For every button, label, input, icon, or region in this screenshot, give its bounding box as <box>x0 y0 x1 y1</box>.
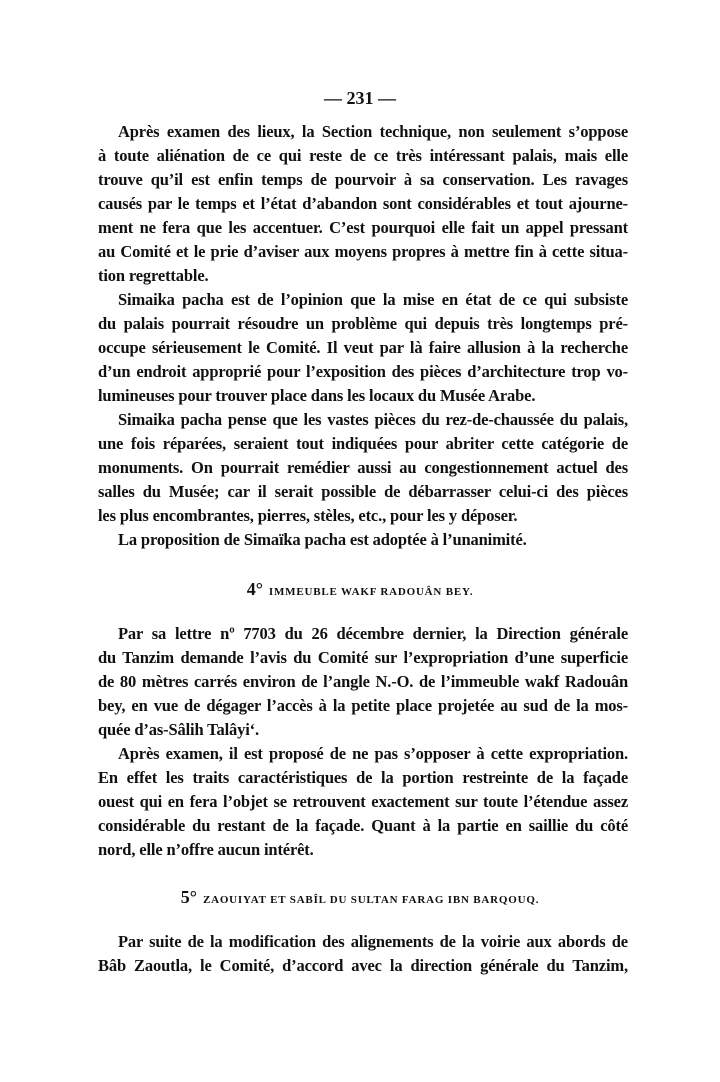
text-line: les plus encombrantes, pierres, stèles, etc., pour les y déposer. <box>98 506 518 525</box>
text-line: Simaika pacha pense que les vastes pièces du rez-de-chaussée du palais, <box>118 410 628 429</box>
text-line: trouve qu’il est enfin temps de pourvoir à sa conservation. Les ravages <box>98 170 628 189</box>
text-line: Simaika pacha est de l’opinion que la mise en état de ce qui subsiste <box>118 290 628 309</box>
text-block-2 <box>98 622 628 862</box>
text-line: une fois réparées, seraient tout indiquées pour abriter cette catégorie de <box>98 434 628 453</box>
text-line: ouest qui en fera l’objet se retrouvent exactement sur toute l’étendue assez <box>98 792 628 811</box>
section-heading-5 <box>0 887 720 908</box>
paragraph <box>98 930 628 978</box>
text-line: Après examen, il est proposé de ne pas s’opposer à cette expropriation. <box>118 744 628 763</box>
text-line: lumineuses pour trouver place dans les locaux du Musée Arabe. <box>98 386 536 405</box>
text-line: bey, en vue de dégager l’accès à la petite place projetée au sud de la mos- <box>98 696 628 715</box>
text-line: du Tanzim demande l’avis du Comité sur l’expropriation d’une superficie <box>98 648 628 667</box>
paragraph <box>98 528 628 552</box>
text-line: Bâb Zaoutla, le Comité, d’accord avec la direction générale du Tanzim, <box>98 956 628 975</box>
text-line: La proposition de Simaïka pacha est adoptée à l’unanimité. <box>118 530 527 549</box>
text-line: du palais pourrait résoudre un problème qui depuis très longtemps pré- <box>98 314 628 333</box>
text-line: ment ne fera que les accentuer. C’est pourquoi elle fait un appel pressant <box>98 218 628 237</box>
heading-title: IMMEUBLE WAKF RADOUÂN BEY. <box>268 586 474 598</box>
text-line: quée d’as-Sâlih Talâyi‘. <box>98 720 259 739</box>
text-block-1 <box>98 120 628 552</box>
text-line: tion regrettable. <box>98 266 209 285</box>
heading-number: 4° <box>246 579 263 599</box>
text-line: Après examen des lieux, la Section technique, non seulement s’oppose <box>118 122 628 141</box>
heading-title: ZAOUIYAT ET SABÎL DU SULTAN FARAG IBN BARQOUQ. <box>202 894 540 906</box>
page-number: — 231 — <box>324 88 396 108</box>
section-heading-4 <box>0 579 720 600</box>
text-line: nord, elle n’offre aucun intérêt. <box>98 840 314 859</box>
text-line: d’un endroit approprié pour l’exposition des pièces d’architecture trop vo- <box>98 362 628 381</box>
paragraph <box>98 408 628 528</box>
text-line: occupe sérieusement le Comité. Il veut par là faire allusion à la recherche <box>98 338 628 357</box>
text-line: Par sa lettre nº 7703 du 26 décembre dernier, la Direction générale <box>118 624 628 643</box>
heading-number: 5° <box>180 887 197 907</box>
text-line: à toute aliénation de ce qui reste de ce très intéressant palais, mais elle <box>98 146 628 165</box>
text-line: causés par le temps et l’état d’abandon sont considérables et tout ajourne- <box>98 194 628 213</box>
text-line: Par suite de la modification des alignements de la voirie aux abords de <box>118 932 628 951</box>
paragraph <box>98 622 628 742</box>
text-line: au Comité et le prie d’aviser aux moyens propres à mettre fin à cette situa- <box>98 242 628 261</box>
text-line: de 80 mètres carrés environ de l’angle N.-O. de l’immeuble wakf Radouân <box>98 672 628 691</box>
text-block-3 <box>98 930 628 978</box>
text-line: En effet les traits caractéristiques de la portion restreinte de la façade <box>98 768 628 787</box>
paragraph <box>98 288 628 408</box>
text-line: monuments. On pourrait remédier aussi au congestionnement actuel des <box>98 458 628 477</box>
text-line: salles du Musée; car il serait possible de débarrasser celui-ci des pièces <box>98 482 628 501</box>
text-line: considérable du restant de la façade. Quant à la partie en saillie du côté <box>98 816 628 835</box>
paragraph <box>98 120 628 288</box>
paragraph <box>98 742 628 862</box>
